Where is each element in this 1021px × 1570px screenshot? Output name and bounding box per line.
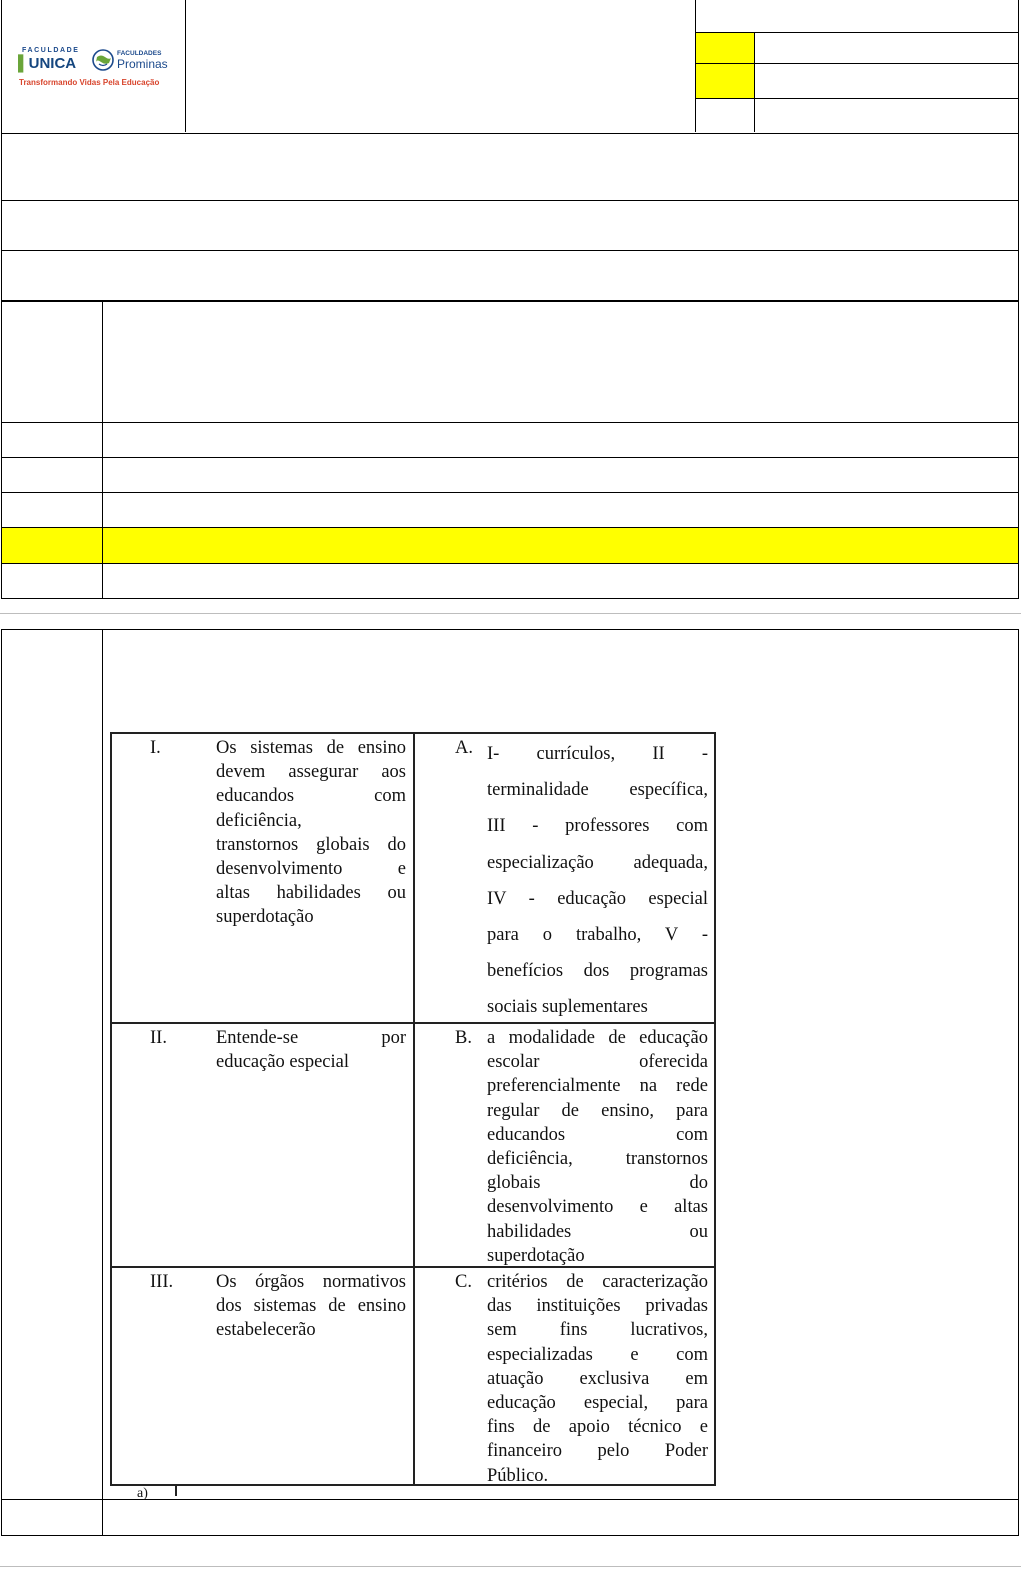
- header-info-row-1: [696, 0, 1018, 33]
- column-divider: [413, 734, 415, 1484]
- logo-tagline: Transformando Vidas Pela Educação: [19, 78, 160, 87]
- header-title-cell: [186, 0, 696, 132]
- logo-faculdades-text: FACULDADES: [117, 50, 162, 57]
- course-info-row: [1, 201, 1019, 251]
- header-info-square: [696, 99, 755, 132]
- highlight-marker: [696, 33, 755, 63]
- header-info-row-3: [696, 64, 1018, 99]
- institution-logo: [18, 47, 178, 92]
- statement-line: superdotação: [216, 907, 314, 928]
- statement-line: Os sistemas de ensino: [216, 738, 406, 758]
- row-numeral: III.: [150, 1272, 174, 1292]
- statement-line: devem assegurar aos: [216, 762, 406, 783]
- option-line: habilidades ou: [487, 1221, 708, 1242]
- statement-line: desenvolvimento e: [216, 859, 406, 880]
- cutoff-table-border: [175, 1484, 177, 1496]
- highlight-marker: [696, 64, 755, 98]
- statement-line: Entende-se por: [216, 1028, 406, 1048]
- header-info-cell: [696, 0, 1018, 132]
- option-line: I- currículos, II -: [487, 744, 708, 764]
- option-line: especialização adequada,: [487, 852, 708, 873]
- question-number-cell: [2, 630, 103, 1499]
- row-numeral: II.: [150, 1028, 167, 1048]
- option-line: preferencialmente na rede: [487, 1076, 708, 1097]
- option-line: deficiência, transtornos: [487, 1149, 708, 1170]
- logo-brand-text: FACULDADE: [22, 47, 80, 54]
- answer-option-row[interactable]: [1, 493, 1019, 528]
- option-line: superdotação: [487, 1245, 585, 1266]
- logo-cell: [2, 0, 186, 132]
- question-1-statement-row: [1, 302, 1019, 423]
- option-line: educandos com: [487, 1124, 708, 1145]
- logo-unica-text: [18, 55, 76, 72]
- row-numeral: I.: [150, 738, 161, 758]
- statement-cell: [216, 1270, 406, 1343]
- subject-info-row: [1, 251, 1019, 302]
- page-break-divider: [0, 1566, 1021, 1567]
- option-letter: A.: [455, 738, 473, 758]
- statement-line: estabelecerão: [216, 1320, 316, 1341]
- option-letter-cell: [2, 458, 103, 492]
- option-cell: [487, 1026, 708, 1268]
- option-line: benefícios dos programas: [487, 961, 708, 982]
- option-line: sociais suplementares: [487, 997, 648, 1018]
- answer-option-row[interactable]: [1, 1500, 1019, 1536]
- option-letter-cell: [2, 1500, 103, 1535]
- header-info-row-4: [696, 99, 1018, 132]
- statement-line: transtornos globais do: [216, 834, 406, 855]
- logo-unica-word: UNICA: [28, 55, 77, 72]
- answer-option-row[interactable]: [1, 458, 1019, 493]
- option-line: para o trabalho, V -: [487, 925, 708, 946]
- globe-icon: [92, 49, 114, 71]
- statement-line: deficiência,: [216, 810, 302, 831]
- statement-line: altas habilidades ou: [216, 883, 406, 904]
- statement-line: dos sistemas de ensino: [216, 1296, 406, 1317]
- statement-cell: [216, 1026, 406, 1074]
- option-cell: [487, 736, 708, 1026]
- option-letter-cell: [2, 528, 103, 563]
- header-info-row-2: [696, 33, 1018, 64]
- option-line: fins de apoio técnico e: [487, 1417, 708, 1438]
- logo-u-icon: ▌: [18, 55, 29, 72]
- matching-table-image: [107, 718, 721, 1501]
- option-letter: C.: [455, 1272, 472, 1292]
- option-cell: [487, 1270, 708, 1488]
- option-line: financeiro pelo Poder: [487, 1441, 708, 1462]
- option-letter-cell: [2, 493, 103, 527]
- option-line: desenvolvimento e altas: [487, 1197, 708, 1218]
- statement-line: educandos com: [216, 786, 406, 807]
- option-line: critérios de caracterização: [487, 1272, 708, 1292]
- statement-line: educação especial: [216, 1052, 350, 1073]
- option-line: IV - educação especial: [487, 888, 708, 909]
- student-info-row: [1, 134, 1019, 201]
- page-break-divider: [0, 613, 1021, 614]
- option-line: atuação exclusiva em: [487, 1368, 708, 1389]
- cutoff-option-text: a): [137, 1486, 148, 1501]
- statement-line: Os órgãos normativos: [216, 1272, 406, 1292]
- option-letter: B.: [455, 1028, 472, 1048]
- option-line: especializadas e com: [487, 1344, 708, 1365]
- option-line: sem fins lucrativos,: [487, 1320, 708, 1341]
- option-line: a modalidade de educação: [487, 1028, 708, 1048]
- option-line: III - professores com: [487, 816, 708, 837]
- document-header: [1, 0, 1019, 134]
- statement-cell: [216, 736, 406, 930]
- option-letter-cell: [2, 564, 103, 598]
- logo-prominas-text: Prominas: [117, 57, 168, 71]
- option-line: educação especial, para: [487, 1393, 708, 1414]
- answer-option-row[interactable]: [1, 564, 1019, 599]
- question-number-cell: [2, 302, 103, 422]
- option-line: terminalidade específica,: [487, 780, 708, 801]
- option-line: globais do: [487, 1173, 708, 1194]
- matching-table-grid: [110, 732, 716, 1486]
- option-line: regular de ensino, para: [487, 1100, 708, 1121]
- option-line: das instituições privadas: [487, 1296, 708, 1317]
- answer-option-row-highlighted[interactable]: [1, 528, 1019, 564]
- option-line: Público.: [487, 1465, 549, 1486]
- answer-option-row[interactable]: [1, 423, 1019, 458]
- option-line: escolar oferecida: [487, 1052, 708, 1073]
- option-letter-cell: [2, 423, 103, 457]
